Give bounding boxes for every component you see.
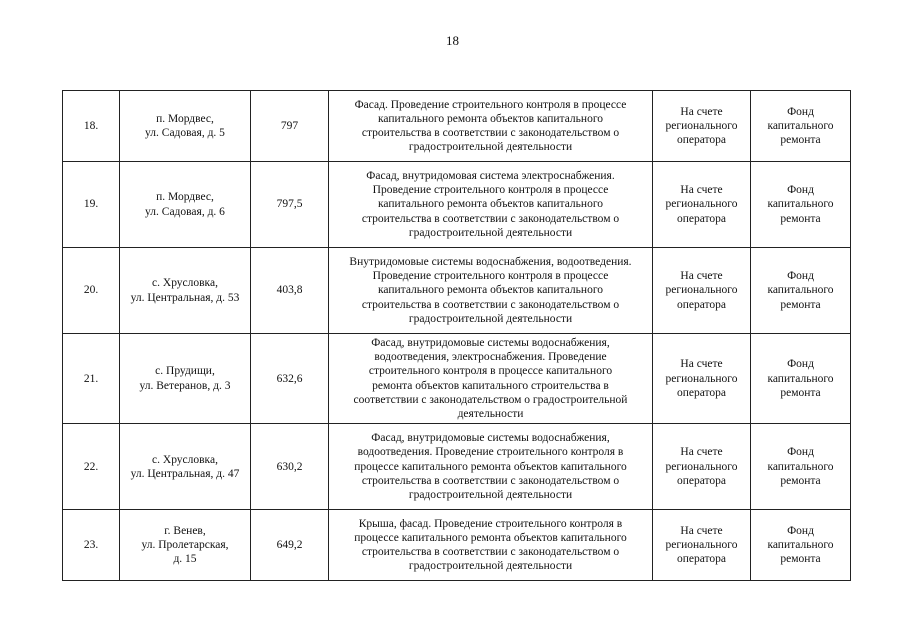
works-cell: Фасад, внутридомовые системы водоснабжения, водоотведения, электроснабжения. Проведение строительного контроля в процессе капитального ремонта объектов капитального строительства в соответствии с законодательством о градостроительной деятельности: [329, 334, 653, 424]
row-number: 23.: [63, 510, 120, 581]
table-row: [63, 334, 851, 424]
works-table: [62, 90, 851, 581]
works-cell: Крыша, фасад. Проведение строительного контроля в процессе капитального ремонта объектов капитального строительства в соответствии с законодательством о градостроительной деятельности: [329, 510, 653, 581]
account-cell: На счете регионального оператора: [653, 248, 751, 334]
account-cell: На счете регионального оператора: [653, 162, 751, 248]
address-cell: п. Мордвес, ул. Садовая, д. 6: [120, 162, 251, 248]
area-cell: 632,6: [251, 334, 329, 424]
fund-cell: Фонд капитального ремонта: [751, 248, 851, 334]
works-cell: Фасад, внутридомовые системы водоснабжения, водоотведения. Проведение строительного контроля в процессе капитального ремонта объектов капитального строительства в соответствии с законодательством о градостроительной деятельности: [329, 424, 653, 510]
address-cell: п. Мордвес, ул. Садовая, д. 5: [120, 91, 251, 162]
row-number: 22.: [63, 424, 120, 510]
works-cell: Фасад. Проведение строительного контроля в процессе капитального ремонта объектов капитального строительства в соответствии с законодательством о градостроительной деятельности: [329, 91, 653, 162]
table-row: [63, 424, 851, 510]
row-number: 21.: [63, 334, 120, 424]
account-cell: На счете регионального оператора: [653, 334, 751, 424]
row-number: 20.: [63, 248, 120, 334]
area-cell: 403,8: [251, 248, 329, 334]
account-cell: На счете регионального оператора: [653, 510, 751, 581]
table-row: [63, 162, 851, 248]
row-number: 18.: [63, 91, 120, 162]
works-cell: Внутридомовые системы водоснабжения, водоотведения. Проведение строительного контроля в процессе капитального ремонта объектов капитального строительства в соответствии с законодательством о градостроительной деятельности: [329, 248, 653, 334]
address-cell: с. Прудищи, ул. Ветеранов, д. 3: [120, 334, 251, 424]
fund-cell: Фонд капитального ремонта: [751, 162, 851, 248]
fund-cell: Фонд капитального ремонта: [751, 334, 851, 424]
account-cell: На счете регионального оператора: [653, 91, 751, 162]
area-cell: 630,2: [251, 424, 329, 510]
area-cell: 649,2: [251, 510, 329, 581]
fund-cell: Фонд капитального ремонта: [751, 424, 851, 510]
table-row: [63, 510, 851, 581]
area-cell: 797: [251, 91, 329, 162]
address-cell: с. Хрусловка, ул. Центральная, д. 53: [120, 248, 251, 334]
page-number: 18: [446, 33, 459, 48]
account-cell: На счете регионального оператора: [653, 424, 751, 510]
area-cell: 797,5: [251, 162, 329, 248]
address-cell: с. Хрусловка, ул. Центральная, д. 47: [120, 424, 251, 510]
works-cell: Фасад, внутридомовая система электроснабжения. Проведение строительного контроля в процессе капитального ремонта объектов капитального строительства в соответствии с законодательством о градостроительной деятельности: [329, 162, 653, 248]
address-cell: г. Венев, ул. Пролетарская, д. 15: [120, 510, 251, 581]
fund-cell: Фонд капитального ремонта: [751, 91, 851, 162]
fund-cell: Фонд капитального ремонта: [751, 510, 851, 581]
table-row: [63, 91, 851, 162]
table-row: [63, 248, 851, 334]
row-number: 19.: [63, 162, 120, 248]
